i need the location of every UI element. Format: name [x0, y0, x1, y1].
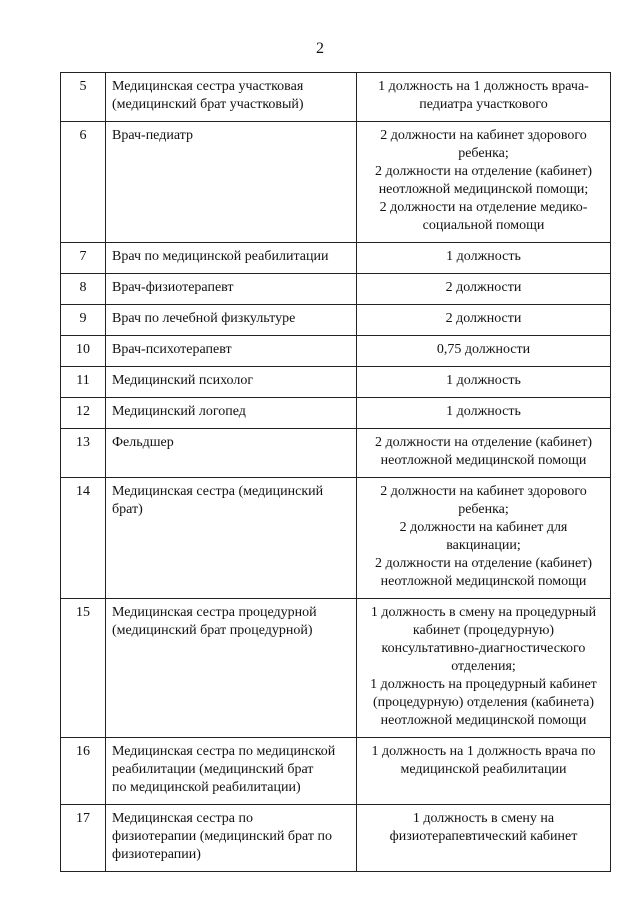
- staffing-norm-text-line: 1 должность: [446, 373, 521, 388]
- table-row: [61, 305, 611, 336]
- staffing-table-body: [61, 73, 611, 872]
- position-text-line: Врач по медицинской реабилитации: [112, 249, 329, 264]
- position-cell: [106, 805, 357, 872]
- row-number: 11: [61, 367, 106, 398]
- staffing-norm-text-line: 0,75 должности: [436, 342, 531, 357]
- staffing-norm-cell: [357, 336, 611, 367]
- staffing-norm-text-line: медицинской реабилитации: [400, 762, 567, 777]
- position-text-line: Медицинский логопед: [112, 404, 246, 419]
- staffing-norm-text-line: 2 должности на кабинет здорового: [380, 128, 587, 143]
- staffing-table: [60, 72, 611, 872]
- table-row: [61, 274, 611, 305]
- position-cell: [106, 73, 357, 122]
- staffing-norm-text-line: кабинет (процедурную): [412, 623, 555, 638]
- position-text-line: Врач по лечебной физкультуре: [112, 311, 296, 326]
- staffing-norm-text-line: неотложной медицинской помощи: [380, 574, 587, 589]
- position-cell: [106, 274, 357, 305]
- staffing-norm-text-line: ребенка;: [458, 146, 509, 161]
- staffing-norm-text-line: 2 должности на отделение медико-: [379, 200, 588, 215]
- staffing-norm-cell: [357, 738, 611, 805]
- staffing-norm-text-line: 1 должность на процедурный кабинет: [370, 677, 597, 692]
- position-cell: [106, 599, 357, 738]
- staffing-norm-text-line: 1 должность на 1 должность врача-: [378, 79, 589, 94]
- staffing-norm-text-line: 2 должности на отделение (кабинет): [374, 435, 593, 450]
- staffing-norm-text-line: 2 должности: [445, 311, 522, 326]
- table-row: [61, 336, 611, 367]
- position-cell: [106, 122, 357, 243]
- table-row: [61, 73, 611, 122]
- staffing-norm-cell: [357, 805, 611, 872]
- staffing-norm-text-line: вакцинации;: [446, 538, 521, 553]
- position-cell: [106, 738, 357, 805]
- table-row: [61, 398, 611, 429]
- table-row: [61, 429, 611, 478]
- position-text-line: физиотерапии (медицинский брат по: [112, 829, 332, 844]
- row-number: 6: [61, 122, 106, 243]
- position-text-line: Врач-физиотерапевт: [112, 280, 234, 295]
- position-cell: [106, 305, 357, 336]
- position-cell: [106, 478, 357, 599]
- staffing-norm-cell: [357, 274, 611, 305]
- staffing-norm-text-line: 2 должности на кабинет для: [399, 520, 568, 535]
- staffing-norm-text-line: физиотерапевтический кабинет: [389, 829, 578, 844]
- position-cell: [106, 367, 357, 398]
- staffing-norm-text-line: (процедурную) отделения (кабинета): [372, 695, 595, 710]
- position-text-line: брат): [112, 502, 143, 517]
- row-number: 12: [61, 398, 106, 429]
- position-cell: [106, 429, 357, 478]
- staffing-norm-text-line: отделения;: [451, 659, 516, 674]
- staffing-norm-cell: [357, 243, 611, 274]
- staffing-norm-cell: [357, 599, 611, 738]
- staffing-norm-cell: [357, 478, 611, 599]
- staffing-norm-text-line: социальной помощи: [422, 218, 545, 233]
- staffing-norm-text-line: 1 должность на 1 должность врача по: [371, 744, 596, 759]
- staffing-norm-text-line: 2 должности на отделение (кабинет): [374, 164, 593, 179]
- position-text-line: Врач-психотерапевт: [112, 342, 232, 357]
- row-number: 10: [61, 336, 106, 367]
- position-text-line: (медицинский брат процедурной): [112, 623, 313, 638]
- staffing-norm-cell: [357, 305, 611, 336]
- staffing-norm-text-line: ребенка;: [458, 502, 509, 517]
- staffing-norm-text-line: 2 должности на кабинет здорового: [380, 484, 587, 499]
- position-text-line: Медицинская сестра (медицинский: [112, 484, 324, 499]
- staffing-norm-text-line: 2 должности на отделение (кабинет): [374, 556, 593, 571]
- position-text-line: реабилитации (медицинский брат: [112, 762, 314, 777]
- staffing-norm-text-line: неотложной медицинской помощи: [380, 713, 587, 728]
- position-text-line: (медицинский брат участковый): [112, 97, 304, 112]
- position-text-line: Медицинская сестра по медицинской: [112, 744, 336, 759]
- position-text-line: физиотерапии): [112, 847, 201, 862]
- table-row: [61, 478, 611, 599]
- row-number: 9: [61, 305, 106, 336]
- position-text-line: по медицинской реабилитации): [112, 780, 301, 795]
- position-cell: [106, 243, 357, 274]
- staffing-norm-cell: [357, 122, 611, 243]
- staffing-norm-text-line: 1 должность: [446, 404, 521, 419]
- staffing-norm-cell: [357, 73, 611, 122]
- staffing-norm-text-line: педиатра участкового: [419, 97, 548, 112]
- page-number: 2: [316, 40, 324, 57]
- row-number: 7: [61, 243, 106, 274]
- position-cell: [106, 398, 357, 429]
- position-text-line: Врач-педиатр: [112, 128, 193, 143]
- row-number: 13: [61, 429, 106, 478]
- row-number: 16: [61, 738, 106, 805]
- position-text-line: Медицинский психолог: [112, 373, 254, 388]
- staffing-norm-text-line: 1 должность в смену на процедурный: [370, 605, 597, 620]
- row-number: 17: [61, 805, 106, 872]
- position-cell: [106, 336, 357, 367]
- staffing-norm-text-line: 2 должности: [445, 280, 522, 295]
- staffing-norm-text-line: консультативно-диагностического: [381, 641, 586, 656]
- position-text-line: Медицинская сестра процедурной: [112, 605, 317, 620]
- position-text-line: Фельдшер: [112, 435, 174, 450]
- table-row: [61, 122, 611, 243]
- staffing-norm-cell: [357, 367, 611, 398]
- staffing-norm-text-line: неотложной медицинской помощи: [380, 453, 587, 468]
- row-number: 15: [61, 599, 106, 738]
- row-number: 14: [61, 478, 106, 599]
- row-number: 8: [61, 274, 106, 305]
- staffing-norm-text-line: 1 должность в смену на: [412, 811, 555, 826]
- staffing-norm-cell: [357, 429, 611, 478]
- staffing-norm-text-line: 1 должность: [446, 249, 521, 264]
- table-row: [61, 243, 611, 274]
- table-row: [61, 738, 611, 805]
- position-text-line: Медицинская сестра участковая: [112, 79, 304, 94]
- staffing-norm-cell: [357, 398, 611, 429]
- table-row: [61, 367, 611, 398]
- table-row: [61, 805, 611, 872]
- position-text-line: Медицинская сестра по: [112, 811, 253, 826]
- table-row: [61, 599, 611, 738]
- staffing-norm-text-line: неотложной медицинской помощи;: [378, 182, 589, 197]
- row-number: 5: [61, 73, 106, 122]
